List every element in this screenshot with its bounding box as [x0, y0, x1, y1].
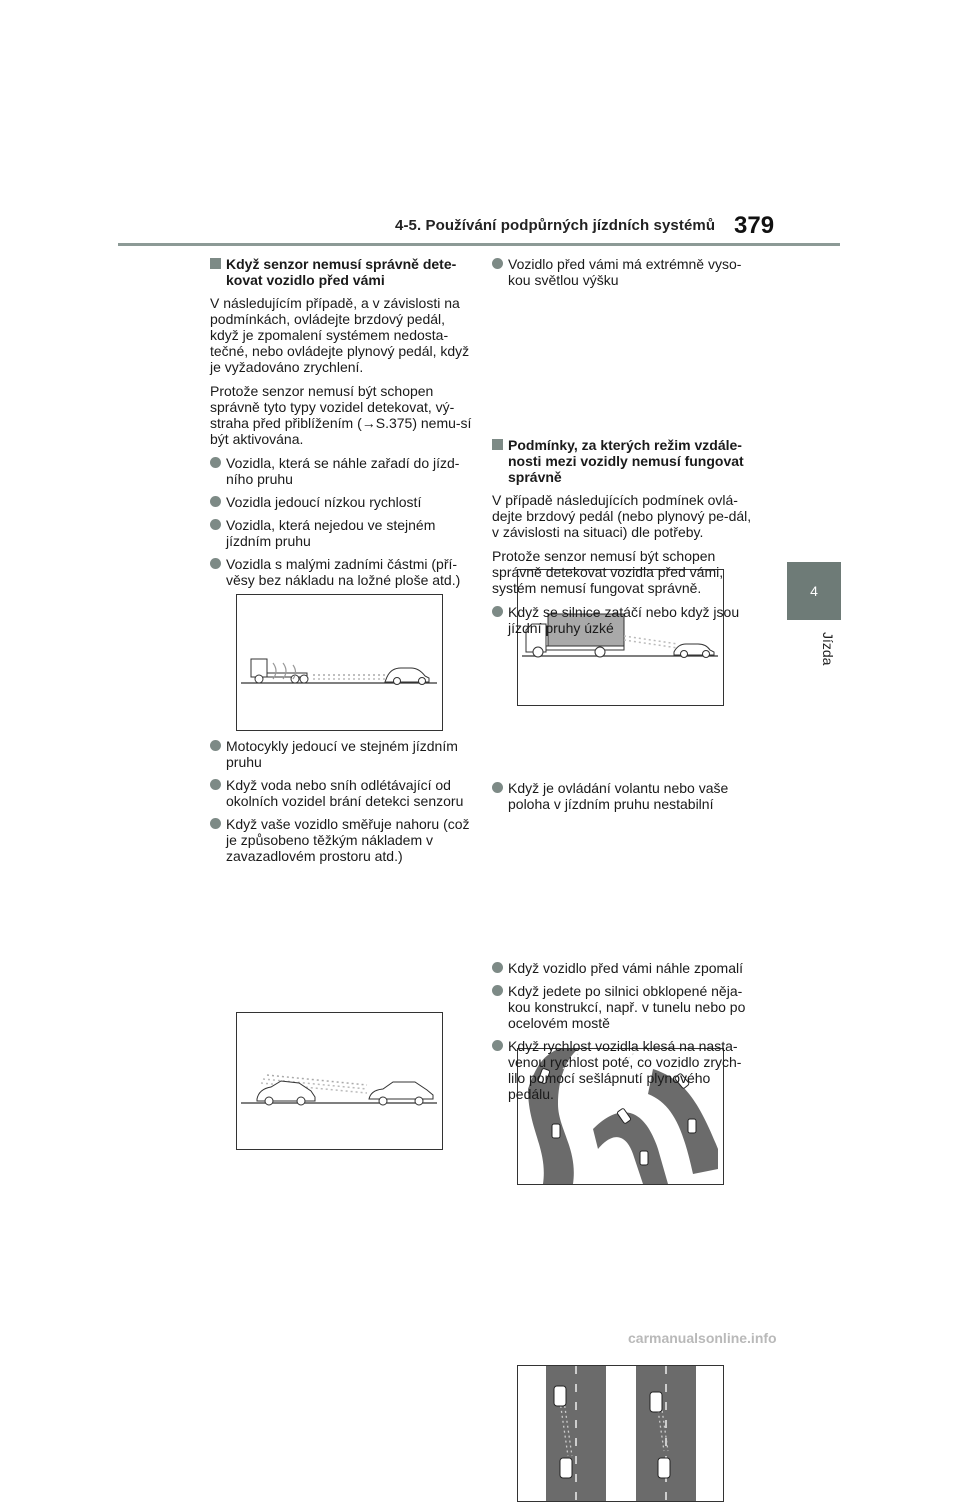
right-column-middle — [492, 437, 754, 643]
trailer-illustration — [237, 595, 442, 730]
figure-empty-trailer — [236, 594, 443, 731]
bullet-icon — [492, 606, 503, 617]
right-column-steering — [492, 780, 754, 819]
heading-square-icon — [492, 439, 503, 450]
left-paragraph: Protože senzor nemusí být schopen správně tyto typy vozidel detekovat, vý-straha před přiblížením (→S.375) nemu-sí být aktivována. — [210, 383, 472, 447]
chapter-tab[interactable] — [787, 562, 841, 620]
right-paragraph: Protože senzor nemusí být schopen správně detekovat vozidla před vámi, systém nemusí fungovat správně. — [492, 548, 724, 596]
list-item: Vozidla jedoucí nízkou rychlostí — [210, 494, 472, 510]
list-item: Když rychlost vozidla klesá na nasta-venou rychlost poté, co vozidlo zrych-lilo pomocí sešlápnutí plynového pedálu. — [492, 1038, 754, 1102]
chapter-number: 4 — [810, 583, 818, 599]
header-rule — [118, 243, 840, 246]
list-item: Když je ovládání volantu nebo vaše poloha v jízdním pruhu nestabilní — [492, 780, 754, 812]
right-column-bottom — [492, 960, 754, 1109]
figure-vehicle-tilted-up — [236, 1012, 443, 1150]
page-number: 379 — [734, 212, 775, 239]
list-item: Vozidla s malými zadními částmi (pří-věsy bez nákladu na ložné ploše atd.) — [210, 556, 472, 588]
left-paragraph: V následujícím případě, a v závislosti na podmínkách, ovládejte brzdový pedál, když je zpomalení systémem nedosta-tečné, nebo ovládejte plynový pedál, když je vyžadováno zrychlení. — [210, 295, 470, 375]
chapter-label: Jízda — [820, 632, 836, 666]
bullet-icon — [210, 558, 221, 569]
right-paragraph: V případě následujících podmínek ovlá-dejte brzdový pedál (nebo plynový pe-dál, v závislosti na situaci) dle potřeby. — [492, 492, 752, 540]
bullet-icon — [492, 962, 503, 973]
heading-square-icon — [210, 258, 221, 269]
list-item: Když jedete po silnici obklopené něja-kou konstrukcí, např. v tunelu nebo po ocelovém mostě — [492, 983, 754, 1031]
right-column-top — [492, 256, 754, 295]
left-column — [210, 256, 472, 595]
bullet-icon — [210, 519, 221, 530]
bullet-icon — [210, 457, 221, 468]
bullet-icon — [210, 496, 221, 507]
list-item: Když vozidlo před vámi náhle zpomalí — [492, 960, 754, 976]
bullet-icon — [492, 1040, 503, 1051]
lane-illustration — [518, 1366, 723, 1501]
list-item: Když vaše vozidlo směřuje nahoru (což je způsobeno těžkým nákladem v zavazadlovém prostoru atd.) — [210, 816, 472, 864]
list-item: Motocykly jedoucí ve stejném jízdním pruhu — [210, 738, 472, 770]
bullet-icon — [492, 985, 503, 996]
bullet-icon — [210, 818, 221, 829]
list-item: Vozidlo před vámi má extrémně vyso-kou světlou výšku — [492, 256, 754, 288]
bullet-icon — [210, 740, 221, 751]
left-heading: Když senzor nemusí správně dete-kovat vozidlo před vámi — [210, 256, 472, 288]
list-item: Když voda nebo sníh odlétávající od okolních vozidel brání detekci senzoru — [210, 777, 472, 809]
list-item: Když se silnice zatáčí nebo když jsou jízdní pruhy úzké — [492, 604, 754, 636]
bullet-icon — [492, 782, 503, 793]
tilted-car-illustration — [237, 1013, 442, 1149]
list-item: Vozidla, která se náhle zařadí do jízd-ního pruhu — [210, 455, 472, 487]
footer-watermark: carmanualsonline.info — [628, 1330, 777, 1346]
right-heading: Podmínky, za kterých režim vzdále-nosti mezi vozidly nemusí fungovat správně — [492, 437, 754, 485]
bullet-icon — [210, 779, 221, 790]
left-column-lower — [210, 738, 472, 871]
figure-lane-instability — [517, 1365, 724, 1502]
bullet-icon — [492, 258, 503, 269]
list-item: Vozidla, která nejedou ve stejném jízdním pruhu — [210, 517, 472, 549]
section-title: 4-5. Používání podpůrných jízdních systémů — [395, 217, 716, 234]
